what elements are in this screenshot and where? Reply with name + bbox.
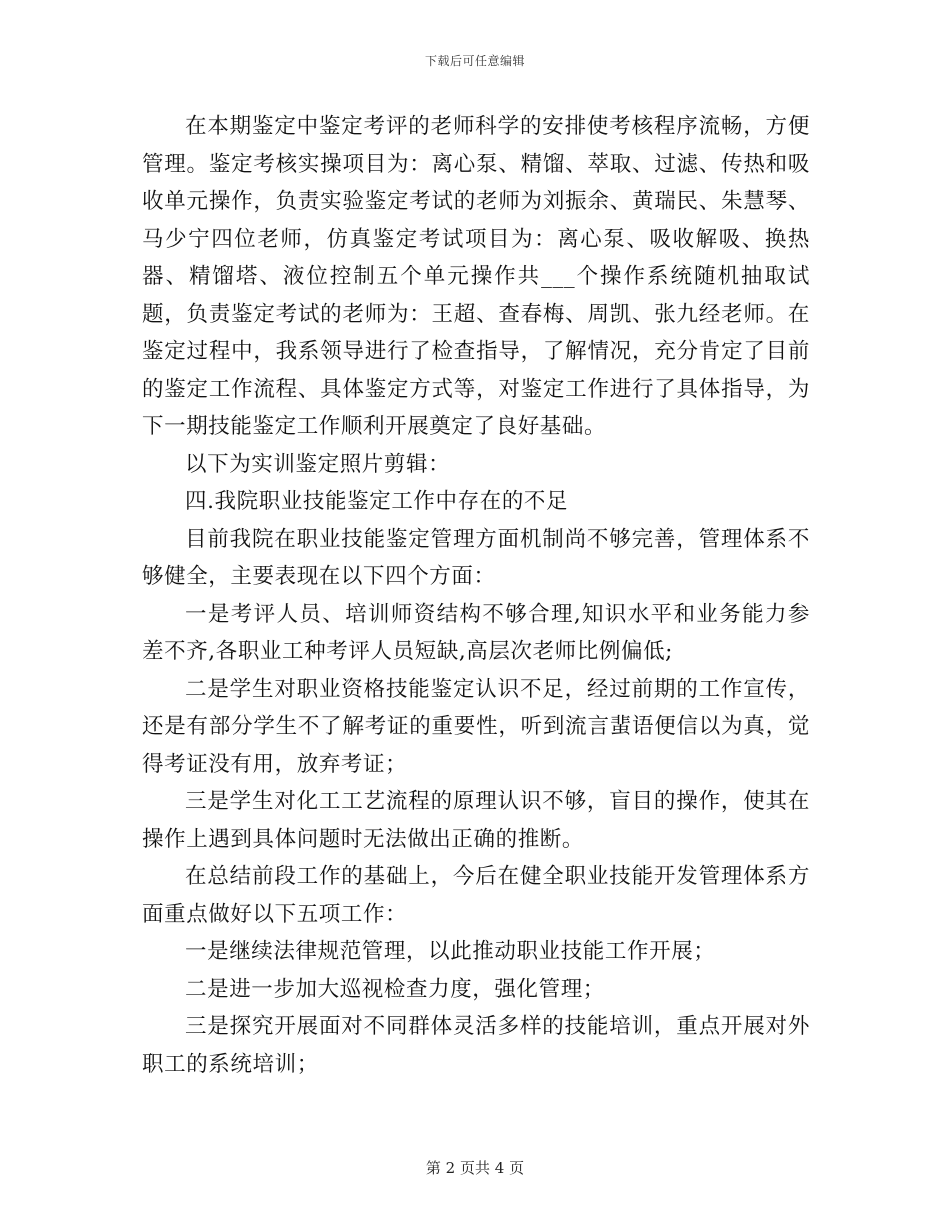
section-heading-shortcomings: 四.我院职业技能鉴定工作中存在的不足 <box>185 489 569 514</box>
paragraph-point-one: 一是考评人员、培训师资结构不够合理,知识水平和业务能力参差不齐,各职业工种考评人员短缺,高层次老师比例偏低; <box>142 601 810 664</box>
document-body <box>142 108 810 1083</box>
page-header: 下载后可任意编辑 <box>424 54 525 68</box>
paragraph-mechanism-intro: 目前我院在职业技能鉴定管理方面机制尚不够完善，管理体系不够健全，主要表现在以下四个方面： <box>142 526 810 589</box>
paragraph-task-three: 三是探究开展面对不同群体灵活多样的技能培训，重点开展对外职工的系统培训； <box>142 1014 810 1077</box>
paragraph-photo-caption: 以下为实训鉴定照片剪辑： <box>185 451 451 477</box>
paragraph-appraisal-arrangement: 在本期鉴定中鉴定考评的老师科学的安排使考核程序流畅，方便管理。鉴定考核实操项目为：离心泵、精馏、萃取、过滤、传热和吸收单元操作，负责实验鉴定考试的老师为刘振余、黄瑞民、朱慧琴、马少宁四位老师，仿真鉴定考试项目为：离心泵、吸收解吸、换热器、精馏塔、液位控制五个单元操作共___个操作系统随机抽取试题，负责鉴定考试的老师为：王超、查春梅、周凯、张九经老师。在鉴定过程中，我系领导进行了检查指导，了解情况，充分肯定了目前的鉴定工作流程、具体鉴定方式等，对鉴定工作进行了具体指导，为下一期技能鉴定工作顺利开展奠定了良好基础。 <box>142 114 810 439</box>
page-number-footer: 第 2 页共 4 页 <box>425 1159 525 1177</box>
paragraph-point-two: 二是学生对职业资格技能鉴定认识不足，经过前期的工作宣传，还是有部分学生不了解考证的重要性，听到流言蜚语便信以为真，觉得考证没有用，放弃考证； <box>142 676 810 777</box>
paragraph-point-three: 三是学生对化工工艺流程的原理认识不够，盲目的操作，使其在操作上遇到具体问题时无法做出正确的推断。 <box>142 789 810 852</box>
paragraph-task-two: 二是进一步加大巡视检查力度，强化管理； <box>185 976 605 1002</box>
paragraph-task-one: 一是继续法律规范管理，以此推动职业技能工作开展； <box>185 939 716 964</box>
paragraph-future-work-intro: 在总结前段工作的基础上，今后在健全职业技能开发管理体系方面重点做好以下五项工作： <box>142 864 810 927</box>
